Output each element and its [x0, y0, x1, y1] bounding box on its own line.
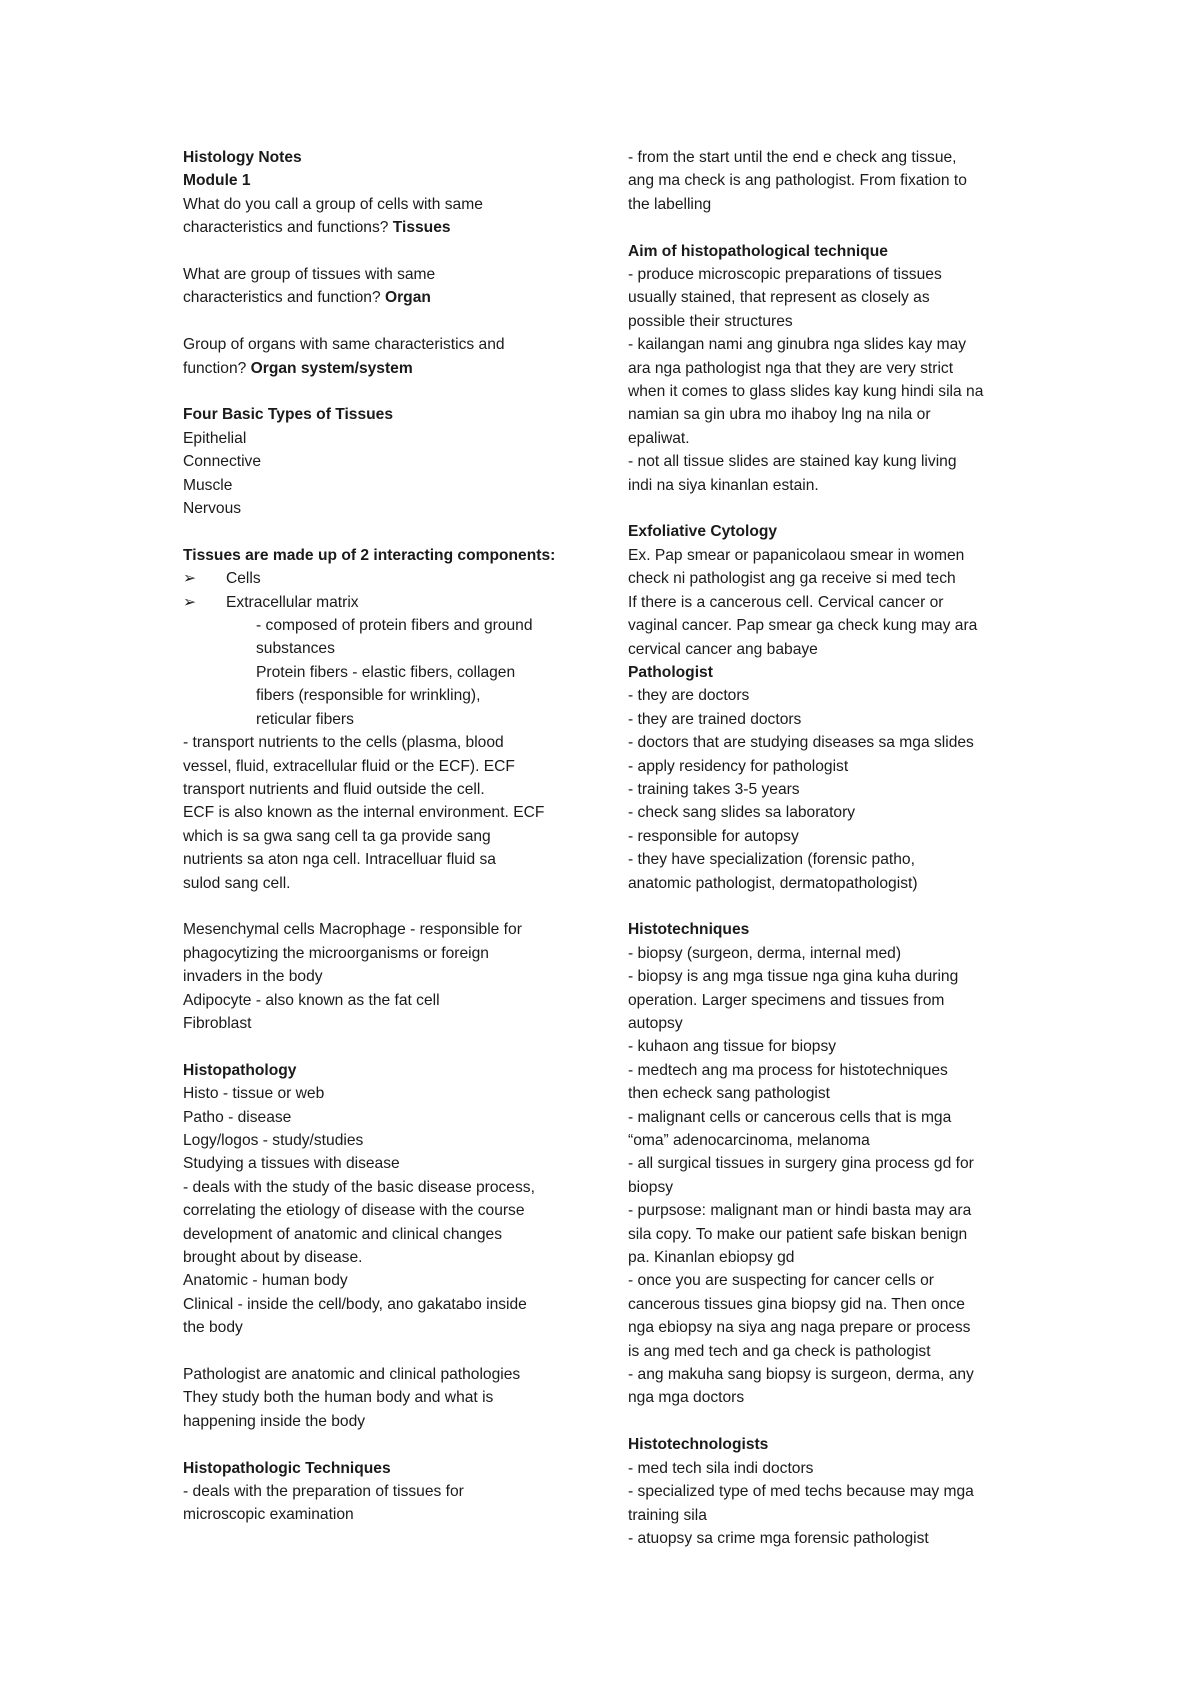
text-line [628, 1082, 1038, 1105]
bold-text: Exfoliative Cytology [628, 523, 778, 541]
text-span: Clinical - inside the cell/body, ano gakatabo inside [183, 1295, 527, 1313]
text-span: Nervous [183, 500, 242, 518]
text-span: - specialized type of med techs because may mga [628, 1483, 974, 1501]
text-line [628, 1152, 1038, 1175]
text-line [183, 333, 593, 356]
blank-line [183, 1433, 593, 1456]
text-span: - once you are suspecting for cancer cells or [628, 1272, 934, 1290]
text-line [183, 637, 593, 660]
text-span: Protein fibers - elastic fibers, collagen [256, 663, 516, 681]
text-span: is ang med tech and ga check is pathologist [628, 1342, 931, 1360]
text-span: phagocytizing the microorganisms or foreign [183, 944, 489, 962]
text-span: autopsy [628, 1014, 683, 1032]
section-heading [183, 146, 593, 169]
text-line [628, 1012, 1038, 1035]
text-line [628, 1129, 1038, 1152]
text-span: “oma” adenocarcinoma, melanoma [628, 1132, 870, 1150]
text-line [628, 286, 1038, 309]
blank-line [183, 310, 593, 333]
text-span: - composed of protein fibers and ground [256, 617, 533, 635]
text-span: Adipocyte - also known as the fat cell [183, 991, 440, 1009]
text-line [628, 333, 1038, 356]
text-line [183, 1082, 593, 1105]
text-span: function? [183, 359, 251, 377]
text-span: Epithelial [183, 429, 247, 447]
text-line [183, 474, 593, 497]
blank-line [183, 1340, 593, 1363]
text-line [628, 403, 1038, 426]
section-heading [183, 403, 593, 426]
text-line [628, 1269, 1038, 1292]
text-line [183, 1410, 593, 1433]
text-span: What are group of tissues with same [183, 266, 436, 284]
text-line [183, 263, 593, 286]
bold-text: Organ [384, 289, 431, 307]
text-span: - they are trained doctors [628, 710, 802, 728]
text-span: Mesenchymal cells Macrophage - responsible for [183, 921, 522, 939]
text-line [183, 1269, 593, 1292]
text-line [628, 544, 1038, 567]
text-span: - doctors that are studying diseases sa mga slides [628, 734, 974, 752]
bold-text: Histopathology [183, 1061, 297, 1079]
section-heading [183, 544, 593, 567]
section-heading [183, 169, 593, 192]
text-span: - all surgical tissues in surgery gina process gd for [628, 1155, 974, 1173]
text-span: If there is a cancerous cell. Cervical cancer or [628, 593, 944, 611]
text-line [183, 989, 593, 1012]
text-line [183, 427, 593, 450]
text-line [628, 614, 1038, 637]
section-heading [628, 1433, 1038, 1456]
text-span: Group of organs with same characteristics and [183, 336, 505, 354]
text-line [183, 286, 593, 309]
text-line [628, 1293, 1038, 1316]
text-line [183, 1199, 593, 1222]
left-column [183, 146, 593, 1527]
text-line [628, 1363, 1038, 1386]
text-span: - kuhaon ang tissue for biopsy [628, 1038, 837, 1056]
bold-text: Module 1 [183, 172, 251, 190]
text-line [183, 1152, 593, 1175]
text-line [183, 1503, 593, 1526]
text-span: anatomic pathologist, dermatopathologist) [628, 874, 918, 892]
bold-text: Pathologist [628, 663, 713, 681]
text-span: which is sa gwa sang cell ta ga provide sang [183, 827, 491, 845]
text-line [183, 450, 593, 473]
bullet-item [183, 591, 593, 614]
text-span: - responsible for autopsy [628, 827, 799, 845]
text-line [628, 591, 1038, 614]
text-span: then echeck sang pathologist [628, 1085, 830, 1103]
section-heading [628, 661, 1038, 684]
bold-text: Four Basic Types of Tissues [183, 406, 394, 424]
blank-line [183, 1035, 593, 1058]
text-line [628, 755, 1038, 778]
text-span: - they have specialization (forensic patho, [628, 851, 915, 869]
text-span: - med tech sila indi doctors [628, 1459, 814, 1477]
text-line [628, 1504, 1038, 1527]
text-line [628, 872, 1038, 895]
text-span: vessel, fluid, extracellular fluid or the ECF). ECF [183, 757, 515, 775]
text-span: training sila [628, 1506, 707, 1524]
text-line [628, 848, 1038, 871]
text-span: brought about by disease. [183, 1249, 363, 1266]
section-heading [628, 240, 1038, 263]
text-line [183, 1363, 593, 1386]
text-line [183, 1246, 593, 1269]
text-span: operation. Larger specimens and tissues from [628, 991, 945, 1009]
text-span: development of anatomic and clinical changes [183, 1225, 503, 1243]
text-span: - deals with the preparation of tissues for [183, 1483, 464, 1501]
text-span: - they are doctors [628, 687, 750, 705]
blank-line [183, 380, 593, 403]
text-line [628, 965, 1038, 988]
text-span: What do you call a group of cells with same [183, 195, 483, 213]
section-heading [183, 1457, 593, 1480]
text-line [183, 801, 593, 824]
text-line [628, 801, 1038, 824]
text-line [628, 1527, 1038, 1550]
arrow-bullet-icon: ➢ [183, 593, 197, 611]
text-span: - check sang slides sa laboratory [628, 804, 856, 822]
bold-text: Histotechniques [628, 921, 750, 939]
text-span: possible their structures [628, 312, 793, 330]
text-line [183, 1480, 593, 1503]
text-line [183, 684, 593, 707]
text-span: characteristics and functions? [183, 219, 393, 237]
text-line [628, 1223, 1038, 1246]
text-span: - apply residency for pathologist [628, 757, 849, 775]
text-span: Extracellular matrix [226, 593, 359, 611]
bold-text: Histopathologic Techniques [183, 1459, 391, 1477]
text-line [628, 474, 1038, 497]
text-span: check ni pathologist ang ga receive si med tech [628, 570, 956, 588]
text-line [183, 1012, 593, 1035]
section-heading [628, 918, 1038, 941]
text-line [183, 708, 593, 731]
text-span: - malignant cells or cancerous cells that is mga [628, 1108, 952, 1126]
text-span: ECF is also known as the internal environment. ECF [183, 804, 545, 822]
bold-text: Tissues [392, 219, 451, 237]
text-line [628, 263, 1038, 286]
text-line [183, 1106, 593, 1129]
text-span: when it comes to glass slides kay kung hindi sila na [628, 383, 984, 401]
text-line [628, 1480, 1038, 1503]
section-heading [628, 520, 1038, 543]
text-line [183, 918, 593, 941]
text-span: - atuopsy sa crime mga forensic pathologist [628, 1529, 929, 1547]
text-span: characteristics and function? [183, 289, 385, 307]
text-span: Cells [226, 570, 261, 588]
text-line [183, 357, 593, 380]
text-span: - purpsose: malignant man or hindi basta may ara [628, 1202, 972, 1220]
text-span: - transport nutrients to the cells (plasma, blood [183, 734, 504, 752]
text-span: nga mga doctors [628, 1389, 745, 1407]
text-span: indi na siya kinanlan estain. [628, 476, 819, 494]
text-span: cancerous tissues gina biopsy gid na. Then once [628, 1295, 965, 1313]
text-span: usually stained, that represent as closely as [628, 289, 930, 307]
text-span: - biopsy is ang mga tissue nga gina kuha during [628, 968, 959, 986]
text-span: - deals with the study of the basic disease process, [183, 1178, 535, 1196]
bold-text: Tissues are made up of 2 interacting components: [183, 546, 556, 564]
text-span: - medtech ang ma process for histotechniques [628, 1061, 948, 1079]
text-line [628, 1199, 1038, 1222]
text-span: correlating the etiology of disease with the course [183, 1202, 525, 1220]
text-line [183, 216, 593, 239]
text-span: - biopsy (surgeon, derma, internal med) [628, 944, 902, 962]
bold-text: Histotechnologists [628, 1436, 769, 1454]
text-line [628, 1106, 1038, 1129]
text-line [628, 450, 1038, 473]
text-span: biopsy [628, 1178, 674, 1196]
text-line [628, 193, 1038, 216]
text-span: ang ma check is ang pathologist. From fixation to [628, 172, 967, 190]
text-line [183, 661, 593, 684]
text-span: - produce microscopic preparations of tissues [628, 266, 942, 284]
text-line [628, 1340, 1038, 1363]
text-line [183, 1223, 593, 1246]
blank-line [183, 895, 593, 918]
text-span: substances [256, 640, 335, 658]
text-line [183, 755, 593, 778]
text-line [628, 1316, 1038, 1339]
text-line [628, 1246, 1038, 1269]
bold-text: Aim of histopathological technique [628, 242, 888, 260]
text-line [628, 1457, 1038, 1480]
text-line [628, 380, 1038, 403]
blank-line [628, 1410, 1038, 1433]
text-span: Histo - tissue or web [183, 1085, 325, 1103]
text-span: - training takes 3-5 years [628, 780, 800, 798]
text-span: happening inside the body [183, 1412, 366, 1430]
text-span: Fibroblast [183, 1014, 252, 1032]
blank-line [183, 240, 593, 263]
text-line [628, 731, 1038, 754]
text-line [628, 1035, 1038, 1058]
text-line [628, 989, 1038, 1012]
text-span: the body [183, 1319, 243, 1337]
text-line [183, 848, 593, 871]
text-span: Connective [183, 453, 262, 471]
text-span: namian sa gin ubra mo ihaboy lng na nila or [628, 406, 931, 424]
text-span: reticular fibers [256, 710, 354, 728]
text-line [628, 638, 1038, 661]
text-span: Anatomic - human body [183, 1272, 348, 1290]
text-span: cervical cancer ang babaye [628, 640, 818, 658]
blank-line [628, 497, 1038, 520]
text-span: Logy/logos - study/studies [183, 1131, 364, 1149]
text-span: sulod sang cell. [183, 874, 291, 892]
text-line [628, 1176, 1038, 1199]
text-line [183, 497, 593, 520]
text-span: - from the start until the end e check ang tissue, [628, 149, 957, 166]
text-span: Patho - disease [183, 1108, 292, 1126]
text-span: epaliwat. [628, 429, 690, 447]
text-span: microscopic examination [183, 1506, 354, 1524]
text-span: pa. Kinanlan ebiopsy gd [628, 1249, 795, 1267]
text-line [628, 825, 1038, 848]
text-span: ara nga pathologist nga that they are very strict [628, 359, 954, 377]
arrow-bullet-icon: ➢ [183, 570, 197, 588]
text-span: nga ebiopsy na siya ang naga prepare or process [628, 1319, 971, 1337]
text-line [628, 357, 1038, 380]
text-line [628, 146, 1038, 169]
bold-text: Histology Notes [183, 149, 302, 166]
text-line [183, 1386, 593, 1409]
text-span: invaders in the body [183, 968, 323, 986]
text-span: fibers (responsible for wrinkling), [256, 687, 481, 705]
text-line [183, 614, 593, 637]
text-line [183, 1316, 593, 1339]
text-span: Pathologist are anatomic and clinical pathologies [183, 1366, 521, 1384]
bold-text: Organ system/system [250, 359, 413, 377]
text-line [183, 825, 593, 848]
text-span: Ex. Pap smear or papanicolaou smear in women [628, 546, 965, 564]
section-heading [183, 1059, 593, 1082]
text-line [628, 778, 1038, 801]
text-line [183, 872, 593, 895]
text-line [183, 1129, 593, 1152]
text-span: vaginal cancer. Pap smear ga check kung may ara [628, 617, 978, 635]
text-span: nutrients sa aton nga cell. Intracelluar fluid sa [183, 851, 496, 869]
text-span: They study both the human body and what is [183, 1389, 494, 1407]
text-span: Studying a tissues with disease [183, 1155, 400, 1173]
bullet-item [183, 567, 593, 590]
text-line [628, 427, 1038, 450]
text-line [183, 731, 593, 754]
text-line [628, 169, 1038, 192]
text-line [183, 1293, 593, 1316]
text-line [183, 965, 593, 988]
blank-line [628, 216, 1038, 239]
text-span: Muscle [183, 476, 233, 494]
text-line [628, 567, 1038, 590]
text-line [628, 310, 1038, 333]
text-line [628, 708, 1038, 731]
text-line [183, 778, 593, 801]
text-line [183, 942, 593, 965]
text-span: the labelling [628, 195, 712, 213]
text-line [183, 193, 593, 216]
blank-line [628, 895, 1038, 918]
text-span: transport nutrients and fluid outside the cell. [183, 780, 485, 798]
text-span: - ang makuha sang biopsy is surgeon, derma, any [628, 1366, 974, 1384]
right-column [628, 146, 1038, 1550]
blank-line [183, 520, 593, 543]
text-line [628, 1059, 1038, 1082]
text-span: sila copy. To make our patient safe biskan benign [628, 1225, 968, 1243]
text-line [628, 1386, 1038, 1409]
text-span: - not all tissue slides are stained kay kung living [628, 453, 957, 471]
text-line [628, 684, 1038, 707]
text-span: - kailangan nami ang ginubra nga slides kay may [628, 336, 967, 354]
text-line [628, 942, 1038, 965]
text-line [183, 1176, 593, 1199]
